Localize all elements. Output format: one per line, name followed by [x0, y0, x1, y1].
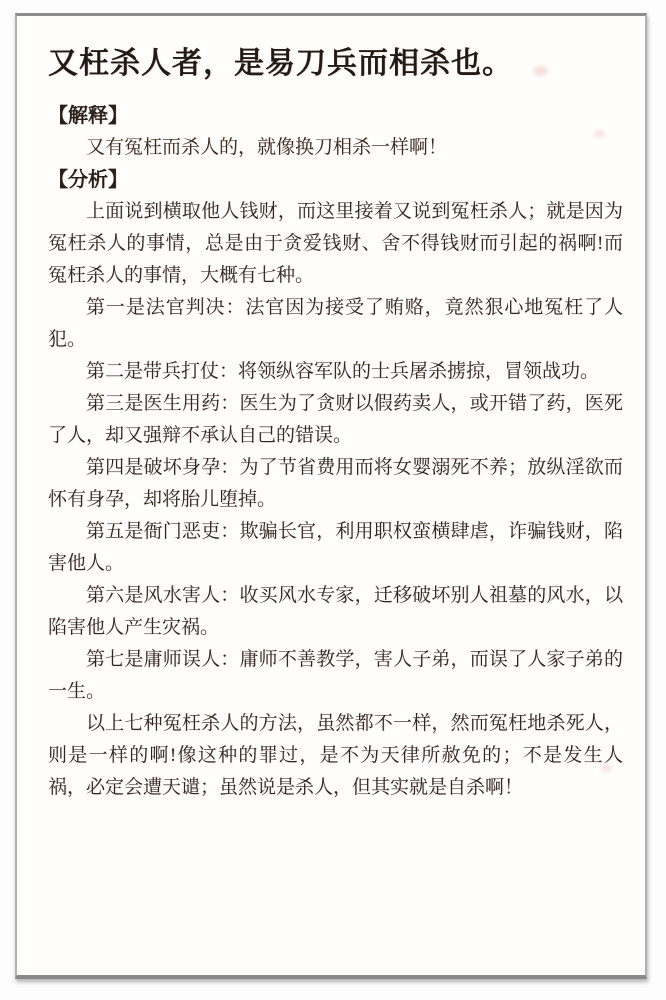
page-sheet — [15, 13, 647, 979]
analysis-paragraph-fourth: 第四是破坏身孕：为了节省费用而将女婴溺死不养；放纵淫欲而怀有身孕，却将胎儿堕掉。 — [48, 457, 623, 510]
explanation-text: 又有冤枉而杀人的，就像换刀相杀一样啊！ — [86, 137, 448, 158]
analysis-paragraph-intro: 上面说到横取他人钱财，而这里接着又说到冤枉杀人；就是因为冤枉杀人的事情，总是由于贪爱钱财、舍不得钱财而引起的祸啊!而冤枉杀人的事情，大概有七种。 — [48, 201, 623, 286]
page-title: 又枉杀人者，是易刀兵而相杀也。 — [48, 47, 513, 80]
analysis-paragraph-second: 第二是带兵打仗：将领纵容军队的士兵屠杀掳掠，冒领战功。 — [86, 361, 600, 382]
section-header-explanation: 【解释】 — [48, 105, 128, 127]
analysis-paragraph-seventh: 第七是庸师误人：庸师不善教学，害人子弟，而误了人家子弟的一生。 — [48, 649, 623, 702]
analysis-paragraph-fifth: 第五是衙门恶吏：欺骗长官，利用职权蛮横肆虐，诈骗钱财，陷害他人。 — [48, 521, 623, 574]
analysis-paragraph-third: 第三是医生用药：医生为了贪财以假药卖人，或开错了药，医死了人，却又强辩不承认自己的错误。 — [48, 393, 623, 446]
analysis-paragraph-sixth: 第六是风水害人：收买风水专家，迁移破坏别人祖墓的风水，以陷害他人产生灾祸。 — [48, 585, 623, 638]
section-header-analysis: 【分析】 — [48, 169, 128, 191]
analysis-paragraph-conclusion: 以上七种冤枉杀人的方法，虽然都不一样，然而冤枉地杀死人，则是一样的啊!像这种的罪过，是不为天律所赦免的；不是发生人祸，必定会遭天谴；虽然说是杀人，但其实就是自杀啊！ — [48, 713, 623, 798]
page-content — [17, 16, 645, 804]
analysis-paragraph-first: 第一是法官判决：法官因为接受了贿赂，竟然狠心地冤枉了人犯。 — [48, 297, 623, 350]
